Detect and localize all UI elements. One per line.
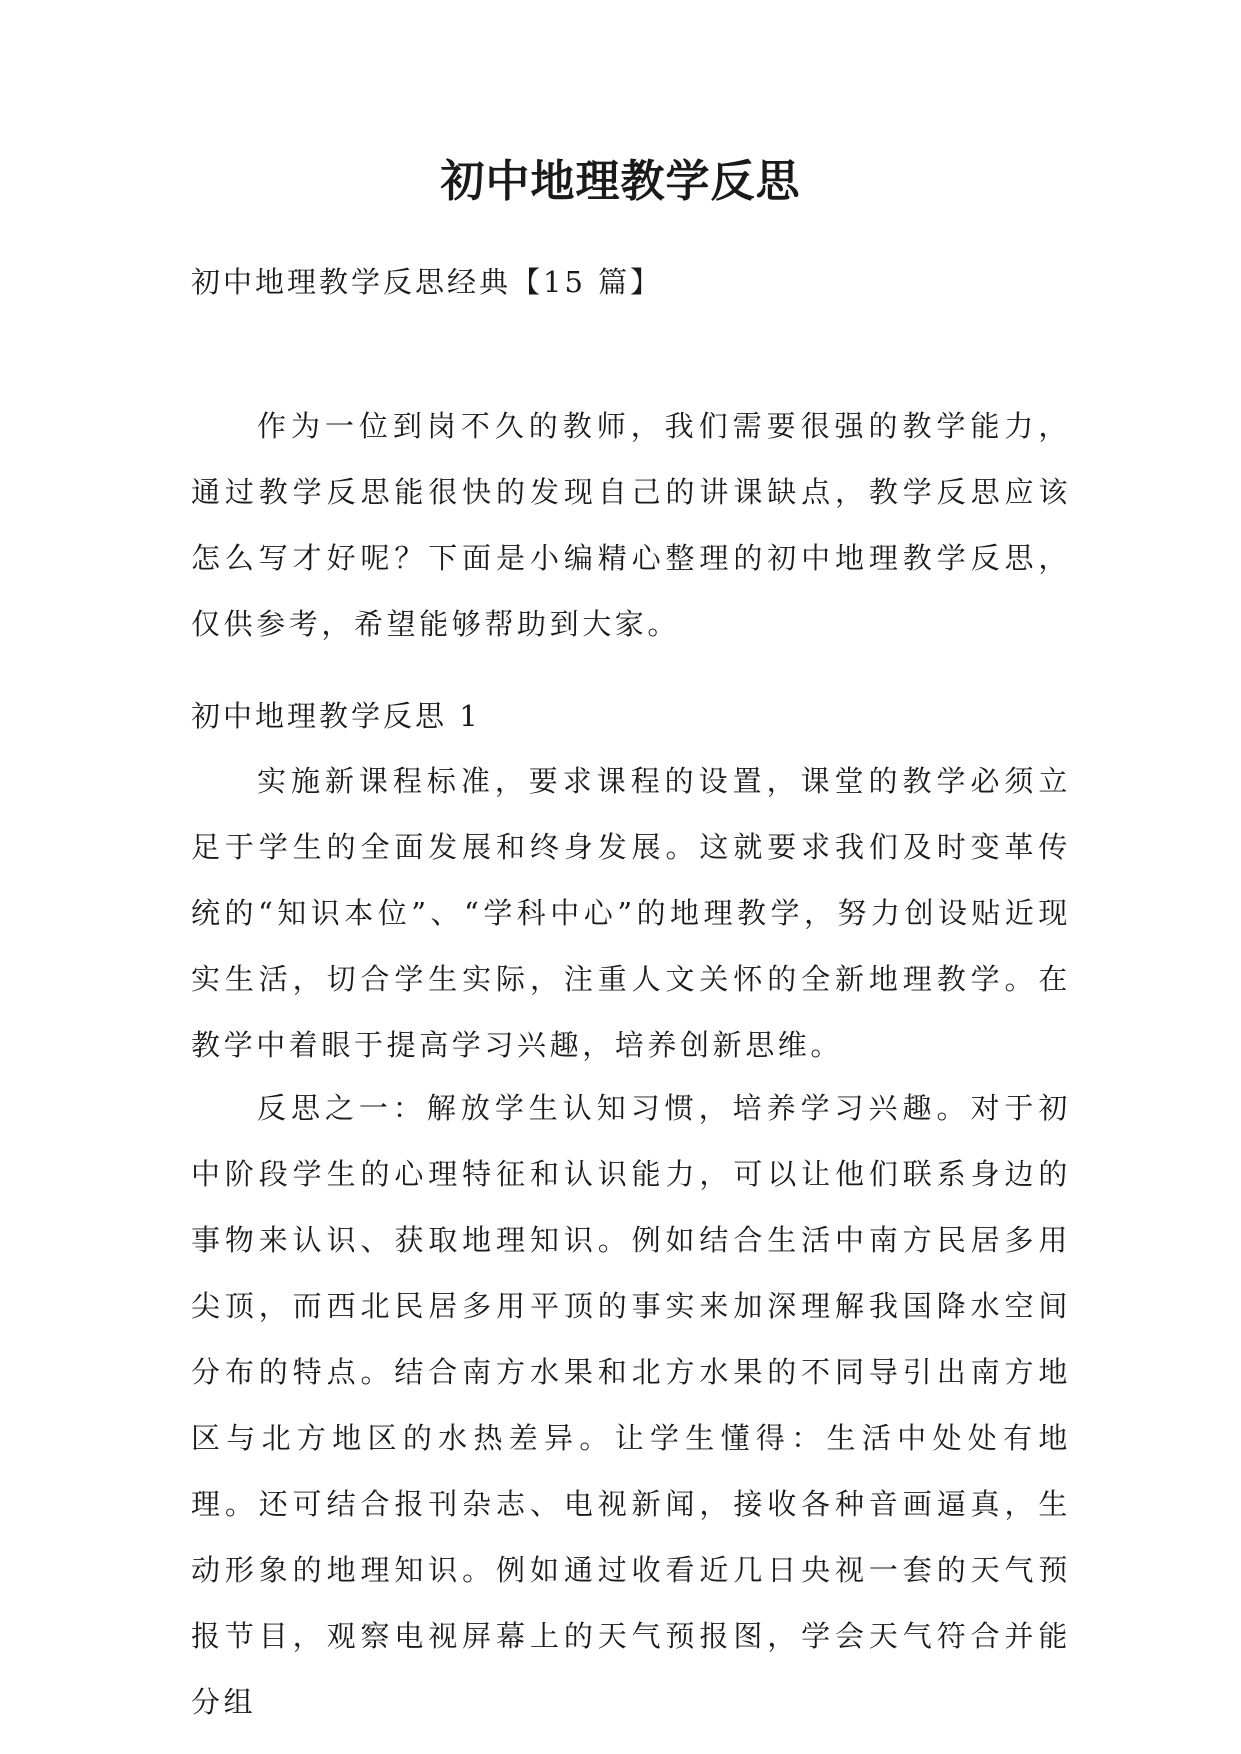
document-subtitle: 初中地理教学反思经典【15 篇】 bbox=[191, 265, 663, 299]
body-paragraph-2: 反思之一：解放学生认知习惯，培养学习兴趣。对于初中阶段学生的心理特征和认识能力，可以让他们联系身边的事物来认识、获取地理知识。例如结合生活中南方民居多用尖顶，而西北民居多用平顶的事实来加深理解我国降水空间分布的特点。结合南方水果和北方水果的不同导引出南方地区与北方地区的水热差异。让学生懂得：生活中处处有地理。还可结合报刊杂志、电视新闻，接收各种音画逼真，生动形象的地理知识。例如通过收看近几日央视一套的天气预报节目，观察电视屏幕上的天气预报图，学会天气符合并能分组 bbox=[191, 1091, 1071, 1719]
intro-paragraph: 作为一位到岗不久的教师，我们需要很强的教学能力，通过教学反思能很快的发现自己的讲课缺点，教学反思应该怎么写才好呢？下面是小编精心整理的初中地理教学反思，仅供参考，希望能够帮助到大家。 bbox=[191, 409, 1071, 641]
body-paragraph-1: 实施新课程标准，要求课程的设置，课堂的教学必须立足于学生的全面发展和终身发展。这就要求我们及时变革传统的“知识本位”、“学科中心”的地理教学，努力创设贴近现实生活，切合学生实际，注重人文关怀的全新地理教学。在教学中着眼于提高学习兴趣，培养创新思维。 bbox=[191, 764, 1071, 1062]
section-heading: 初中地理教学反思 1 bbox=[191, 699, 481, 733]
document-title: 初中地理教学反思 bbox=[440, 156, 801, 207]
